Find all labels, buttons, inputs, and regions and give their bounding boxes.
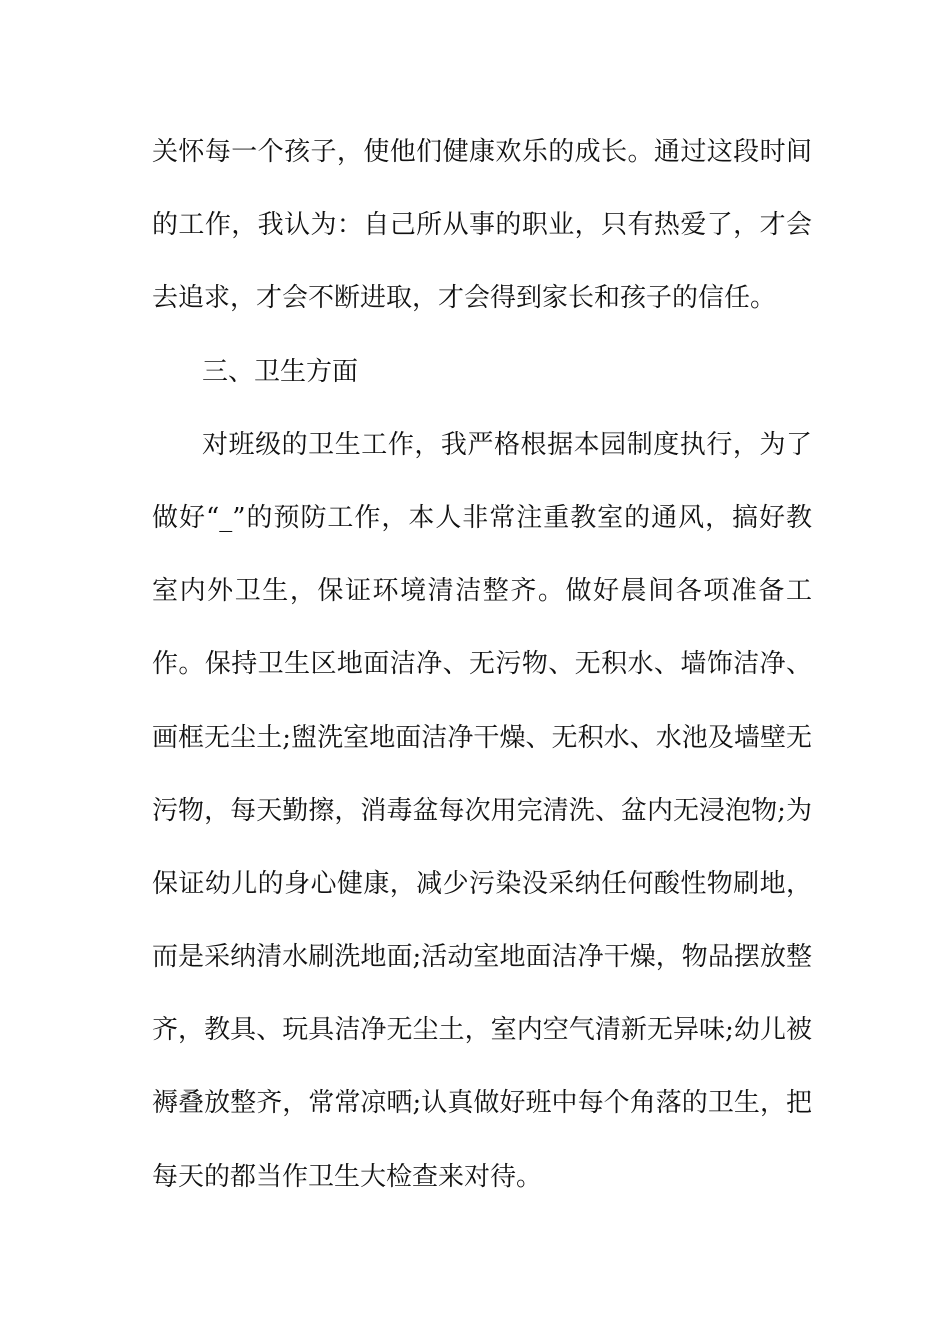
text-line: 齐，教具、玩具洁净无尘土，室内空气清新无异味;幼儿被 bbox=[152, 1015, 812, 1046]
text-line: 关怀每一个孩子，使他们健康欢乐的成长。通过这段时间 bbox=[152, 137, 812, 167]
text-line: 污物，每天勤擦，消毒盆每次用完清洗、盆内无浸泡物;为 bbox=[152, 795, 812, 826]
paragraph-end-line: 去追求，才会不断进取，才会得到家长和孩子的信任。 bbox=[152, 283, 777, 314]
paragraph-end-line: 每天的都当作卫生大检查来对待。 bbox=[152, 1161, 543, 1192]
text-line: 的工作，我认为：自己所从事的职业，只有热爱了，才会 bbox=[152, 210, 812, 241]
text-line: 室内外卫生，保证环境清洁整齐。做好晨间各项准备工 bbox=[152, 576, 812, 607]
paragraph-first-line: 对班级的卫生工作，我严格根据本园制度执行，为了 bbox=[202, 429, 812, 460]
text-line: 作。保持卫生区地面洁净、无污物、无积水、墙饰洁净、 bbox=[152, 649, 812, 680]
text-line: 褥叠放整齐，常常凉晒;认真做好班中每个角落的卫生，把 bbox=[152, 1088, 812, 1119]
text-line: 画框无尘土;盥洗室地面洁净干燥、无积水、水池及墙壁无 bbox=[152, 722, 812, 753]
section-heading: 三、卫生方面 bbox=[202, 356, 359, 387]
text-line: 保证幼儿的身心健康，减少污染没采纳任何酸性物刷地， bbox=[152, 868, 812, 899]
text-line: 做好“_”的预防工作，本人非常注重教室的通风，搞好教 bbox=[152, 502, 812, 533]
body-text bbox=[152, 126, 812, 1224]
text-line: 而是采纳清水刷洗地面;活动室地面洁净干燥，物品摆放整 bbox=[152, 942, 812, 973]
